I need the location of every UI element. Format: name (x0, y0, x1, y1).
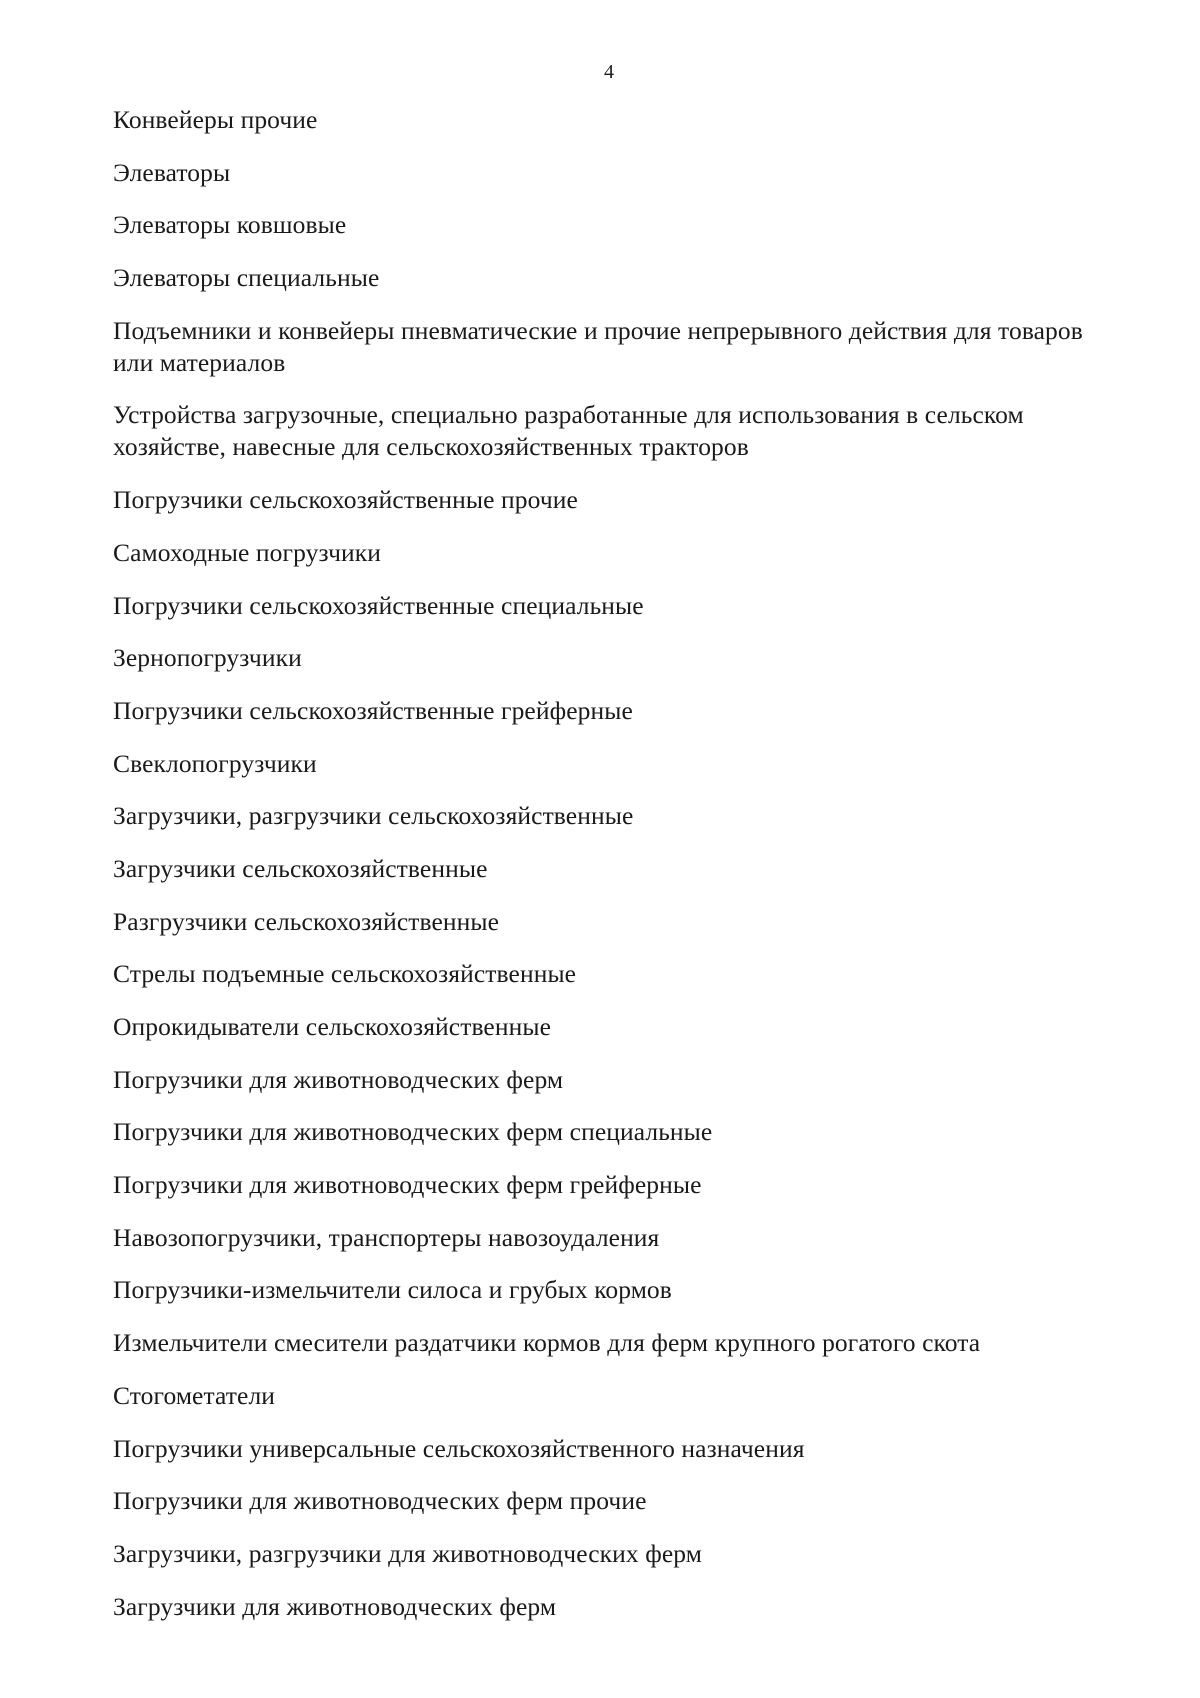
list-item: Погрузчики сельскохозяйственные грейферные (113, 695, 633, 725)
list-item: Погрузчики для животноводческих ферм прочие (113, 1486, 647, 1516)
list-item: Загрузчики, разгрузчики сельскохозяйственные (113, 801, 634, 831)
list-item: Загрузчики, разгрузчики для животноводческих ферм (113, 1538, 702, 1568)
list-item: Измельчители смесители раздатчики кормов для ферм крупного рогатого скота (113, 1328, 981, 1358)
list-item: Конвейеры прочие (113, 105, 318, 134)
list-item: Свеклопогрузчики (113, 748, 317, 778)
list-item: Стрелы подъемные сельскохозяйственные (113, 959, 577, 989)
list-item: Элеваторы ковшовые (113, 210, 347, 240)
list-item: Загрузчики для животноводческих ферм (113, 1591, 557, 1621)
list-item: Погрузчики сельскохозяйственные специальные (113, 590, 644, 620)
list-item: Погрузчики-измельчители силоса и грубых кормов (113, 1275, 672, 1305)
list-item: Элеваторы специальные (113, 263, 380, 293)
list-item: Стогометатели (113, 1380, 276, 1410)
list-item: Погрузчики для животноводческих ферм грейферные (113, 1170, 702, 1200)
list-item: Погрузчики для животноводческих ферм специальные (113, 1117, 713, 1147)
list-item: Элеваторы (113, 157, 231, 187)
list-item: Разгрузчики сельскохозяйственные (113, 906, 500, 936)
list-item: Подъемники и конвейеры пневматические и прочие непрерывного действия для товаров или материалов (113, 315, 1083, 377)
item-list (113, 104, 1103, 1643)
list-item: Опрокидыватели сельскохозяйственные (113, 1012, 551, 1041)
page-number: 4 (604, 61, 614, 83)
list-item: Самоходные погрузчики (113, 537, 382, 567)
list-item: Погрузчики универсальные сельскохозяйственного назначения (113, 1433, 805, 1463)
list-item: Погрузчики для животноводческих ферм (113, 1064, 564, 1094)
list-item: Погрузчики сельскохозяйственные прочие (113, 485, 578, 515)
list-item: Загрузчики сельскохозяйственные (113, 853, 488, 883)
list-item: Зернопогрузчики (113, 643, 302, 673)
list-item: Навозопогрузчики, транспортеры навозоудаления (113, 1222, 660, 1252)
list-item: Устройства загрузочные, специально разработанные для использования в сельском хозяйстве, навесные для сельскохозяйственных тракторов (113, 400, 1024, 462)
